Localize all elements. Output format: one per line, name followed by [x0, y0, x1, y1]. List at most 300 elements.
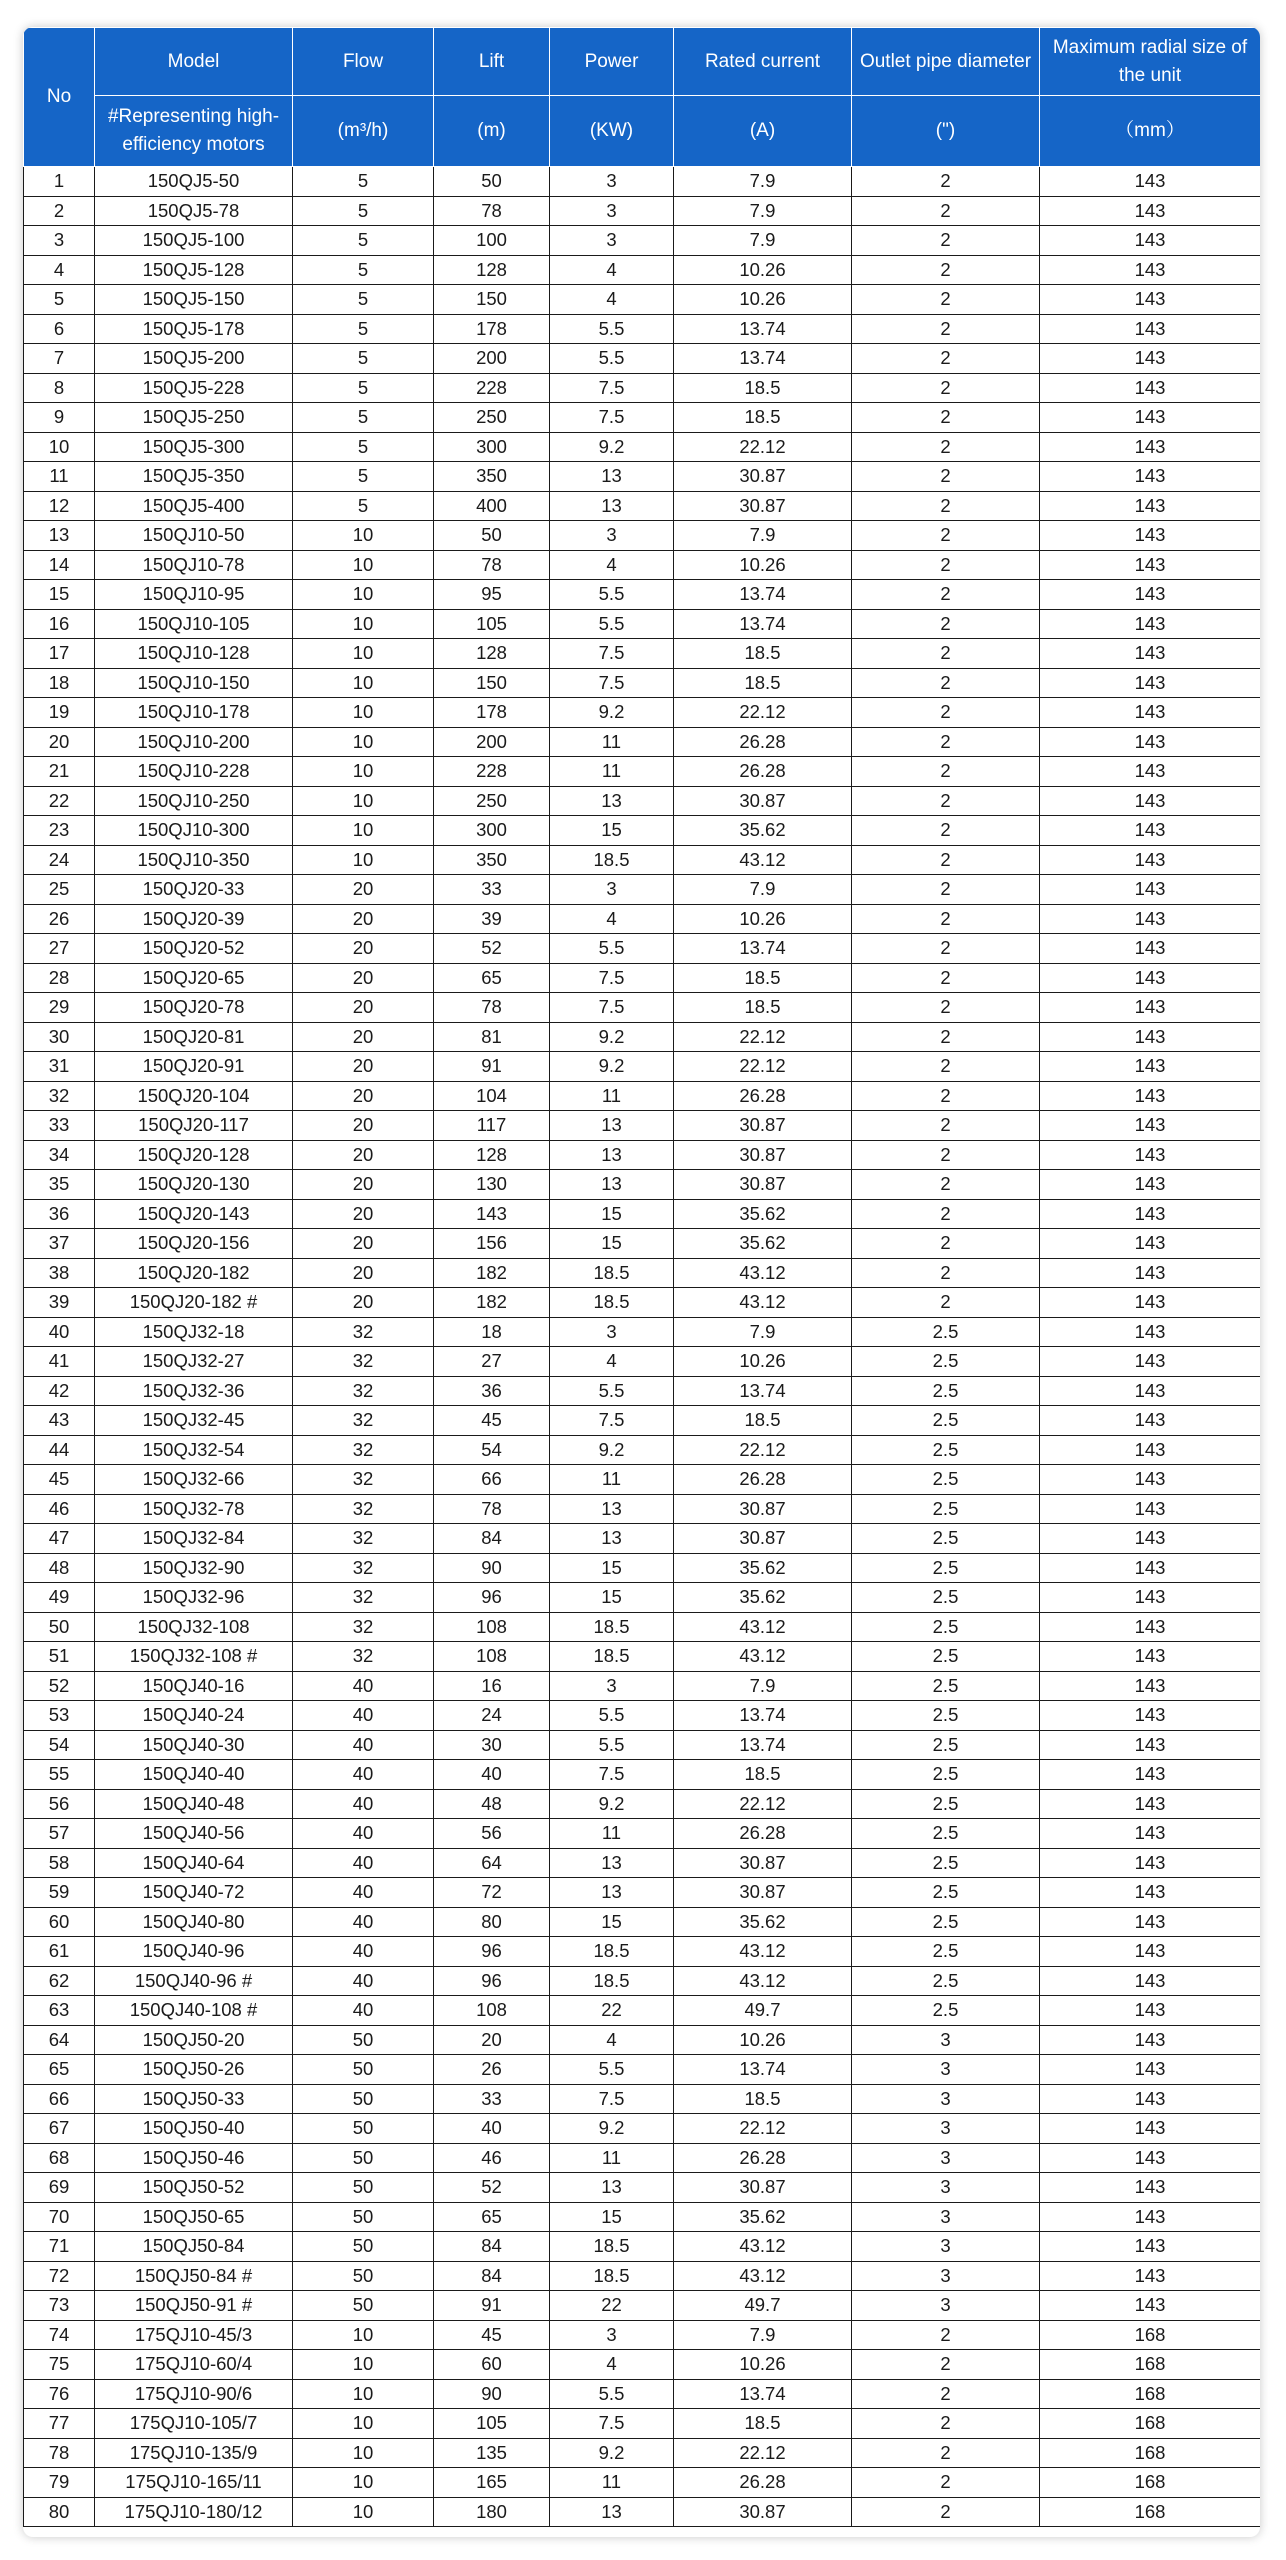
- cell-rated-current: 7.9: [674, 521, 852, 551]
- cell-flow: 40: [293, 1819, 434, 1849]
- cell-no: 69: [24, 2173, 95, 2203]
- cell-no: 58: [24, 1848, 95, 1878]
- cell-model: 150QJ20-128: [95, 1140, 293, 1170]
- cell-model: 150QJ32-108: [95, 1612, 293, 1642]
- cell-lift: 30: [434, 1730, 550, 1760]
- cell-no: 57: [24, 1819, 95, 1849]
- cell-model: 150QJ20-78: [95, 993, 293, 1023]
- cell-outlet-diameter: 2: [852, 668, 1040, 698]
- cell-rated-current: 26.28: [674, 2143, 852, 2173]
- cell-outlet-diameter: 2: [852, 1199, 1040, 1229]
- cell-no: 61: [24, 1937, 95, 1967]
- cell-rated-current: 18.5: [674, 2084, 852, 2114]
- cell-flow: 10: [293, 727, 434, 757]
- cell-radial-size: 168: [1040, 2379, 1261, 2409]
- cell-model: 150QJ50-91 #: [95, 2291, 293, 2321]
- cell-model: 150QJ10-78: [95, 550, 293, 580]
- cell-power: 5.5: [550, 580, 674, 610]
- cell-lift: 78: [434, 1494, 550, 1524]
- cell-radial-size: 143: [1040, 314, 1261, 344]
- cell-power: 9.2: [550, 2114, 674, 2144]
- cell-radial-size: 168: [1040, 2409, 1261, 2439]
- cell-power: 9.2: [550, 1435, 674, 1465]
- header-power: Power: [550, 28, 674, 96]
- cell-model: 150QJ20-52: [95, 934, 293, 964]
- cell-radial-size: 143: [1040, 1671, 1261, 1701]
- table-row: [24, 1199, 1261, 1229]
- cell-no: 3: [24, 226, 95, 256]
- cell-power: 9.2: [550, 698, 674, 728]
- cell-power: 18.5: [550, 845, 674, 875]
- cell-model: 150QJ40-30: [95, 1730, 293, 1760]
- cell-model: 150QJ20-81: [95, 1022, 293, 1052]
- cell-model: 150QJ5-228: [95, 373, 293, 403]
- cell-no: 6: [24, 314, 95, 344]
- cell-lift: 45: [434, 1406, 550, 1436]
- cell-model: 150QJ40-56: [95, 1819, 293, 1849]
- cell-flow: 10: [293, 2468, 434, 2498]
- cell-outlet-diameter: 2: [852, 1052, 1040, 1082]
- cell-outlet-diameter: 3: [852, 2084, 1040, 2114]
- cell-outlet-diameter: 2.5: [852, 1937, 1040, 1967]
- cell-rated-current: 18.5: [674, 639, 852, 669]
- cell-flow: 20: [293, 1288, 434, 1318]
- cell-rated-current: 35.62: [674, 2202, 852, 2232]
- cell-lift: 100: [434, 226, 550, 256]
- cell-rated-current: 30.87: [674, 1140, 852, 1170]
- cell-power: 11: [550, 2143, 674, 2173]
- table-row: [24, 550, 1261, 580]
- cell-power: 3: [550, 1671, 674, 1701]
- cell-outlet-diameter: 2: [852, 2497, 1040, 2527]
- cell-power: 15: [550, 2202, 674, 2232]
- cell-model: 150QJ10-350: [95, 845, 293, 875]
- cell-outlet-diameter: 2: [852, 1111, 1040, 1141]
- cell-rated-current: 22.12: [674, 698, 852, 728]
- cell-flow: 40: [293, 1789, 434, 1819]
- cell-outlet-diameter: 2: [852, 2350, 1040, 2380]
- cell-lift: 60: [434, 2350, 550, 2380]
- cell-outlet-diameter: 2: [852, 934, 1040, 964]
- cell-model: 150QJ20-65: [95, 963, 293, 993]
- table-row: [24, 2468, 1261, 2498]
- header-power-unit: (KW): [550, 96, 674, 167]
- cell-lift: 24: [434, 1701, 550, 1731]
- cell-model: 150QJ5-200: [95, 344, 293, 374]
- cell-lift: 39: [434, 904, 550, 934]
- cell-flow: 10: [293, 2497, 434, 2527]
- cell-flow: 20: [293, 1229, 434, 1259]
- table-row: [24, 2379, 1261, 2409]
- cell-rated-current: 13.74: [674, 2055, 852, 2085]
- cell-lift: 84: [434, 2261, 550, 2291]
- pump-spec-table: [23, 27, 1260, 2527]
- cell-no: 34: [24, 1140, 95, 1170]
- cell-power: 9.2: [550, 1789, 674, 1819]
- cell-outlet-diameter: 2: [852, 285, 1040, 315]
- header-model: Model: [95, 28, 293, 96]
- cell-outlet-diameter: 2: [852, 639, 1040, 669]
- cell-flow: 10: [293, 2350, 434, 2380]
- cell-rated-current: 18.5: [674, 1760, 852, 1790]
- header-max-radial-size: Maximum radial size of the unit: [1040, 28, 1261, 96]
- cell-radial-size: 168: [1040, 2320, 1261, 2350]
- table-card: [23, 27, 1260, 2537]
- cell-rated-current: 7.9: [674, 875, 852, 905]
- cell-lift: 200: [434, 727, 550, 757]
- table-row: [24, 698, 1261, 728]
- cell-power: 3: [550, 875, 674, 905]
- cell-power: 7.5: [550, 639, 674, 669]
- cell-outlet-diameter: 2: [852, 1170, 1040, 1200]
- cell-flow: 20: [293, 1081, 434, 1111]
- cell-no: 50: [24, 1612, 95, 1642]
- cell-model: 150QJ32-96: [95, 1583, 293, 1613]
- table-row: [24, 2438, 1261, 2468]
- cell-rated-current: 30.87: [674, 1848, 852, 1878]
- cell-model: 150QJ10-200: [95, 727, 293, 757]
- table-row: [24, 1642, 1261, 1672]
- cell-model: 150QJ20-91: [95, 1052, 293, 1082]
- table-row: [24, 668, 1261, 698]
- table-row: [24, 727, 1261, 757]
- cell-radial-size: 143: [1040, 2025, 1261, 2055]
- cell-model: 150QJ50-84 #: [95, 2261, 293, 2291]
- cell-lift: 52: [434, 2173, 550, 2203]
- cell-lift: 40: [434, 1760, 550, 1790]
- cell-radial-size: 143: [1040, 727, 1261, 757]
- cell-radial-size: 143: [1040, 2232, 1261, 2262]
- cell-outlet-diameter: 2: [852, 2379, 1040, 2409]
- cell-outlet-diameter: 2: [852, 462, 1040, 492]
- cell-radial-size: 143: [1040, 2291, 1261, 2321]
- table-row: [24, 1966, 1261, 1996]
- cell-outlet-diameter: 2.5: [852, 1376, 1040, 1406]
- cell-flow: 20: [293, 1170, 434, 1200]
- cell-lift: 52: [434, 934, 550, 964]
- table-header: [24, 28, 1261, 167]
- cell-power: 4: [550, 550, 674, 580]
- cell-power: 13: [550, 1848, 674, 1878]
- cell-no: 80: [24, 2497, 95, 2527]
- cell-rated-current: 30.87: [674, 1494, 852, 1524]
- cell-rated-current: 30.87: [674, 786, 852, 816]
- cell-rated-current: 7.9: [674, 226, 852, 256]
- cell-lift: 117: [434, 1111, 550, 1141]
- cell-lift: 66: [434, 1465, 550, 1495]
- cell-model: 150QJ32-108 #: [95, 1642, 293, 1672]
- cell-outlet-diameter: 2: [852, 226, 1040, 256]
- table-row: [24, 2320, 1261, 2350]
- cell-lift: 350: [434, 845, 550, 875]
- cell-outlet-diameter: 2: [852, 727, 1040, 757]
- cell-radial-size: 168: [1040, 2497, 1261, 2527]
- cell-radial-size: 143: [1040, 462, 1261, 492]
- cell-rated-current: 35.62: [674, 816, 852, 846]
- cell-model: 175QJ10-45/3: [95, 2320, 293, 2350]
- cell-power: 5.5: [550, 344, 674, 374]
- cell-lift: 27: [434, 1347, 550, 1377]
- cell-flow: 10: [293, 550, 434, 580]
- cell-rated-current: 43.12: [674, 845, 852, 875]
- cell-lift: 95: [434, 580, 550, 610]
- cell-radial-size: 143: [1040, 1819, 1261, 1849]
- cell-power: 4: [550, 285, 674, 315]
- cell-model: 150QJ5-400: [95, 491, 293, 521]
- table-row: [24, 462, 1261, 492]
- cell-outlet-diameter: 2: [852, 757, 1040, 787]
- table-row: [24, 2143, 1261, 2173]
- cell-lift: 165: [434, 2468, 550, 2498]
- cell-outlet-diameter: 3: [852, 2261, 1040, 2291]
- cell-flow: 5: [293, 403, 434, 433]
- cell-no: 22: [24, 786, 95, 816]
- cell-model: 150QJ32-36: [95, 1376, 293, 1406]
- cell-no: 27: [24, 934, 95, 964]
- cell-no: 79: [24, 2468, 95, 2498]
- cell-rated-current: 10.26: [674, 904, 852, 934]
- cell-flow: 50: [293, 2202, 434, 2232]
- cell-lift: 182: [434, 1258, 550, 1288]
- cell-flow: 20: [293, 1111, 434, 1141]
- cell-power: 11: [550, 757, 674, 787]
- cell-radial-size: 143: [1040, 1465, 1261, 1495]
- cell-model: 150QJ50-33: [95, 2084, 293, 2114]
- cell-outlet-diameter: 2: [852, 816, 1040, 846]
- cell-rated-current: 22.12: [674, 2114, 852, 2144]
- cell-model: 150QJ10-105: [95, 609, 293, 639]
- cell-rated-current: 7.9: [674, 1317, 852, 1347]
- cell-rated-current: 18.5: [674, 668, 852, 698]
- cell-outlet-diameter: 2.5: [852, 1347, 1040, 1377]
- cell-lift: 400: [434, 491, 550, 521]
- table-row: [24, 344, 1261, 374]
- table-row: [24, 1111, 1261, 1141]
- cell-no: 62: [24, 1966, 95, 1996]
- cell-flow: 10: [293, 698, 434, 728]
- cell-outlet-diameter: 2.5: [852, 1553, 1040, 1583]
- cell-no: 24: [24, 845, 95, 875]
- cell-model: 150QJ40-96 #: [95, 1966, 293, 1996]
- cell-outlet-diameter: 2: [852, 1258, 1040, 1288]
- cell-no: 29: [24, 993, 95, 1023]
- table-row: [24, 816, 1261, 846]
- cell-flow: 20: [293, 1258, 434, 1288]
- cell-radial-size: 143: [1040, 226, 1261, 256]
- cell-radial-size: 143: [1040, 1170, 1261, 1200]
- cell-power: 22: [550, 1996, 674, 2026]
- cell-flow: 10: [293, 521, 434, 551]
- cell-model: 150QJ20-143: [95, 1199, 293, 1229]
- cell-model: 175QJ10-60/4: [95, 2350, 293, 2380]
- cell-radial-size: 143: [1040, 1730, 1261, 1760]
- cell-lift: 33: [434, 875, 550, 905]
- table-row: [24, 1553, 1261, 1583]
- table-row: [24, 2114, 1261, 2144]
- cell-flow: 5: [293, 462, 434, 492]
- cell-no: 21: [24, 757, 95, 787]
- cell-flow: 10: [293, 2320, 434, 2350]
- cell-outlet-diameter: 2: [852, 904, 1040, 934]
- cell-no: 5: [24, 285, 95, 315]
- cell-lift: 108: [434, 1612, 550, 1642]
- cell-rated-current: 26.28: [674, 757, 852, 787]
- cell-radial-size: 143: [1040, 934, 1261, 964]
- table-row: [24, 432, 1261, 462]
- header-rated-current: Rated current: [674, 28, 852, 96]
- cell-radial-size: 143: [1040, 1435, 1261, 1465]
- cell-power: 11: [550, 727, 674, 757]
- table-row: [24, 1288, 1261, 1318]
- cell-lift: 150: [434, 285, 550, 315]
- header-model-note: #Representing high-efficiency motors: [95, 96, 293, 167]
- cell-model: 150QJ40-16: [95, 1671, 293, 1701]
- cell-rated-current: 35.62: [674, 1553, 852, 1583]
- cell-power: 7.5: [550, 1760, 674, 1790]
- cell-power: 7.5: [550, 2409, 674, 2439]
- table-row: [24, 2173, 1261, 2203]
- cell-model: 150QJ32-18: [95, 1317, 293, 1347]
- cell-flow: 32: [293, 1435, 434, 1465]
- cell-flow: 20: [293, 1052, 434, 1082]
- cell-power: 5.5: [550, 1701, 674, 1731]
- cell-model: 150QJ40-96: [95, 1937, 293, 1967]
- cell-lift: 90: [434, 1553, 550, 1583]
- table-row: [24, 963, 1261, 993]
- cell-outlet-diameter: 2: [852, 1288, 1040, 1318]
- cell-flow: 40: [293, 1878, 434, 1908]
- table-row: [24, 285, 1261, 315]
- cell-radial-size: 143: [1040, 1966, 1261, 1996]
- cell-radial-size: 143: [1040, 1199, 1261, 1229]
- cell-no: 60: [24, 1907, 95, 1937]
- cell-radial-size: 143: [1040, 1612, 1261, 1642]
- cell-rated-current: 35.62: [674, 1229, 852, 1259]
- cell-no: 10: [24, 432, 95, 462]
- cell-model: 150QJ32-78: [95, 1494, 293, 1524]
- cell-no: 71: [24, 2232, 95, 2262]
- cell-power: 11: [550, 2468, 674, 2498]
- cell-no: 47: [24, 1524, 95, 1554]
- cell-rated-current: 13.74: [674, 1376, 852, 1406]
- table-row: [24, 1612, 1261, 1642]
- cell-lift: 20: [434, 2025, 550, 2055]
- cell-flow: 50: [293, 2084, 434, 2114]
- cell-rated-current: 26.28: [674, 2468, 852, 2498]
- cell-model: 150QJ5-100: [95, 226, 293, 256]
- cell-outlet-diameter: 2.5: [852, 1642, 1040, 1672]
- cell-radial-size: 143: [1040, 1317, 1261, 1347]
- cell-radial-size: 143: [1040, 1022, 1261, 1052]
- cell-power: 15: [550, 1199, 674, 1229]
- table-body: [24, 167, 1261, 2527]
- cell-model: 150QJ50-46: [95, 2143, 293, 2173]
- table-row: [24, 255, 1261, 285]
- cell-flow: 50: [293, 2291, 434, 2321]
- cell-flow: 10: [293, 845, 434, 875]
- cell-flow: 10: [293, 639, 434, 669]
- cell-flow: 5: [293, 344, 434, 374]
- cell-model: 150QJ5-300: [95, 432, 293, 462]
- cell-power: 9.2: [550, 432, 674, 462]
- table-row: [24, 786, 1261, 816]
- cell-lift: 96: [434, 1937, 550, 1967]
- table-row: [24, 1789, 1261, 1819]
- cell-radial-size: 143: [1040, 1111, 1261, 1141]
- cell-power: 9.2: [550, 2438, 674, 2468]
- cell-no: 13: [24, 521, 95, 551]
- cell-lift: 108: [434, 1642, 550, 1672]
- cell-flow: 10: [293, 580, 434, 610]
- cell-flow: 40: [293, 1701, 434, 1731]
- cell-power: 3: [550, 2320, 674, 2350]
- table-row: [24, 1907, 1261, 1937]
- cell-no: 31: [24, 1052, 95, 1082]
- cell-model: 150QJ40-40: [95, 1760, 293, 1790]
- cell-outlet-diameter: 2.5: [852, 1612, 1040, 1642]
- cell-no: 39: [24, 1288, 95, 1318]
- cell-outlet-diameter: 2: [852, 403, 1040, 433]
- cell-rated-current: 7.9: [674, 196, 852, 226]
- cell-power: 3: [550, 1317, 674, 1347]
- cell-flow: 10: [293, 609, 434, 639]
- header-current-unit: (A): [674, 96, 852, 167]
- cell-no: 77: [24, 2409, 95, 2439]
- cell-model: 150QJ20-130: [95, 1170, 293, 1200]
- cell-flow: 40: [293, 1966, 434, 1996]
- header-no: No: [24, 28, 95, 167]
- cell-outlet-diameter: 2: [852, 344, 1040, 374]
- table-row: [24, 1258, 1261, 1288]
- cell-outlet-diameter: 2.5: [852, 1819, 1040, 1849]
- cell-no: 23: [24, 816, 95, 846]
- cell-no: 8: [24, 373, 95, 403]
- cell-radial-size: 143: [1040, 1052, 1261, 1082]
- cell-lift: 105: [434, 2409, 550, 2439]
- table-row: [24, 580, 1261, 610]
- cell-power: 15: [550, 1583, 674, 1613]
- header-flow-unit: (m³/h): [293, 96, 434, 167]
- cell-flow: 10: [293, 757, 434, 787]
- cell-model: 175QJ10-135/9: [95, 2438, 293, 2468]
- cell-no: 75: [24, 2350, 95, 2380]
- cell-radial-size: 143: [1040, 1258, 1261, 1288]
- cell-power: 13: [550, 2173, 674, 2203]
- header-lift: Lift: [434, 28, 550, 96]
- cell-power: 5.5: [550, 314, 674, 344]
- cell-flow: 40: [293, 1996, 434, 2026]
- cell-lift: 156: [434, 1229, 550, 1259]
- cell-no: 38: [24, 1258, 95, 1288]
- cell-no: 32: [24, 1081, 95, 1111]
- cell-power: 18.5: [550, 1288, 674, 1318]
- cell-radial-size: 143: [1040, 668, 1261, 698]
- table-row: [24, 403, 1261, 433]
- cell-rated-current: 43.12: [674, 2232, 852, 2262]
- cell-lift: 64: [434, 1848, 550, 1878]
- cell-outlet-diameter: 2.5: [852, 1966, 1040, 1996]
- cell-power: 4: [550, 904, 674, 934]
- cell-outlet-diameter: 2: [852, 373, 1040, 403]
- cell-radial-size: 143: [1040, 491, 1261, 521]
- cell-power: 7.5: [550, 1406, 674, 1436]
- cell-no: 65: [24, 2055, 95, 2085]
- cell-radial-size: 143: [1040, 1288, 1261, 1318]
- cell-no: 41: [24, 1347, 95, 1377]
- cell-model: 150QJ32-90: [95, 1553, 293, 1583]
- cell-model: 150QJ5-150: [95, 285, 293, 315]
- cell-rated-current: 13.74: [674, 2379, 852, 2409]
